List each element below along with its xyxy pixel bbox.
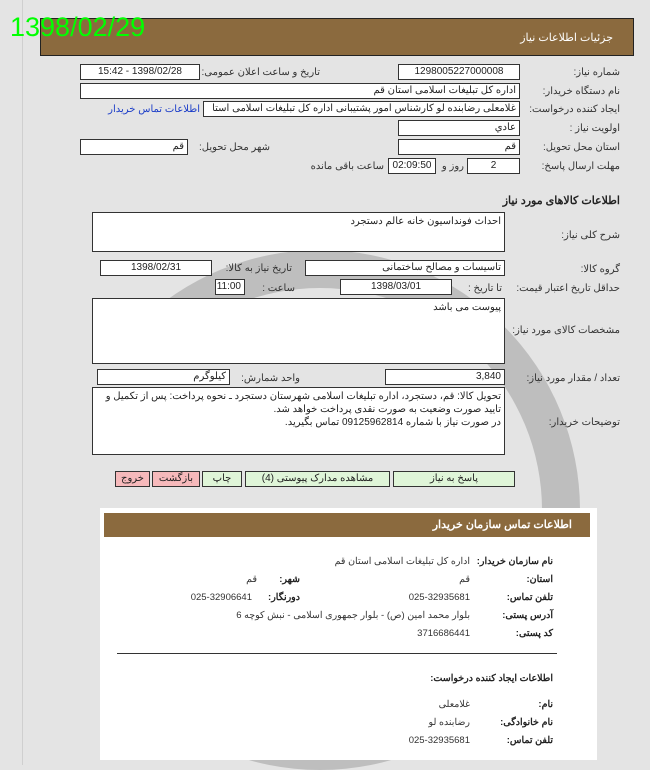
spec-label: مشخصات کالای مورد نیاز: [512,325,620,336]
summary-label: شرح کلی نیاز: [561,230,620,241]
phone-label: تلفن تماس: [506,592,553,603]
contact-city-label: شهر: [279,574,300,585]
page-border [22,0,23,765]
need-date-label: تاریخ نیاز به کالا: [225,263,292,274]
days-field[interactable]: 2 [467,158,520,174]
page-title: جزئیات اطلاعات نیاز [520,32,613,44]
qty-field[interactable]: 3,840 [385,369,505,385]
creator-label: ایجاد کننده درخواست: [529,104,620,115]
time-suffix: ساعت باقی مانده [310,161,384,172]
buyer-label: نام دستگاه خریدار: [542,86,620,97]
need-number-field[interactable]: 1298005227000008 [398,64,520,80]
print-button[interactable]: چاپ [202,471,242,487]
creator-section-title: اطلاعات ایجاد کننده درخواست: [430,673,553,684]
reply-button[interactable]: پاسخ به نیاز [393,471,515,487]
creator-field[interactable]: غلامعلی رضابنده لو کارشناس امور پشتیبانی اداره کل تبلیغات اسلامی استا [203,101,520,117]
family-value: رضابنده لو [428,717,470,728]
fax-value: 025-32906641 [190,592,252,603]
to-date-label: تا تاریخ : [467,283,502,294]
goods-section-title: اطلاعات کالاهای مورد نیاز [502,195,620,207]
stamp-date: 1398/02/29 [10,12,146,42]
province-label: استان محل تحویل: [542,142,620,153]
contact-province-label: استان: [526,574,553,585]
fax-label: دورنگار: [268,592,300,603]
announce-field[interactable]: 1398/02/28 - 15:42 [80,64,200,80]
city-label: شهر محل تحویل: [199,142,270,153]
summary-textarea[interactable]: احداث فونداسیون خانه عالم دستجرد [92,212,505,252]
spec-textarea[interactable]: پیوست می باشد [92,298,505,364]
address-label: آدرس پستی: [502,610,553,621]
contact-header [104,513,590,537]
creator-phone-label: تلفن تماس: [506,735,553,746]
back-button[interactable]: بازگشت [152,471,200,487]
province-field[interactable]: قم [398,139,520,155]
announce-label: تاریخ و ساعت اعلان عمومی: [201,67,320,78]
unit-field[interactable]: کیلوگرم [97,369,230,385]
priority-field[interactable]: عادي [398,120,520,136]
address-value: بلوار محمد امین (ص) - بلوار جمهوری اسلامی - نبش کوچه 6 [236,610,470,621]
org-value: اداره کل تبلیغات اسلامی استان قم [334,556,470,567]
creator-phone-value: 025-32935681 [408,735,470,746]
notes-textarea[interactable]: تحویل کالا: قم، دستجرد، اداره تبلیغات اسلامی شهرستان دستجرد ـ نحوه پرداخت: پس از تکمیل و تایید صورت وضعیت به صورت نقدی پرداخت خواهد شد. در صورت نیاز با شماره 09125962814 تماس بگیرید. [92,387,505,455]
contact-province-value: قم [459,574,470,585]
need-number-label: شماره نیاز: [573,67,620,78]
divider [117,653,557,654]
unit-label: واحد شمارش: [241,373,300,384]
postal-value: 3716686441 [417,628,470,639]
family-label: نام خانوادگی: [500,717,553,728]
name-value: غلامعلی [438,699,470,710]
priority-label: اولویت نیاز : [569,123,620,134]
days-suffix: روز و [441,161,464,172]
qty-label: تعداد / مقدار مورد نیاز: [526,373,620,384]
need-date-field[interactable]: 1398/02/31 [100,260,212,276]
buyer-contact-link[interactable]: اطلاعات تماس خریدار [108,104,200,115]
validity-label: حداقل تاریخ اعتبار قیمت: [516,283,620,294]
notes-label: توضیحات خریدار: [548,417,620,428]
contact-title: اطلاعات تماس سازمان خریدار [432,519,572,531]
buyer-field[interactable]: اداره کل تبلیغات اسلامی استان قم [80,83,520,99]
group-label: گروه کالا: [580,264,620,275]
org-label: نام سازمان خریدار: [476,556,553,567]
to-date-field[interactable]: 1398/03/01 [340,279,452,295]
time-left-field[interactable]: 02:09:50 [388,158,436,174]
group-field[interactable]: تاسیسات و مصالح ساختمانی [305,260,505,276]
deadline-label: مهلت ارسال پاسخ: [541,161,620,172]
exit-button[interactable]: خروج [115,471,150,487]
phone-value: 025-32935681 [408,592,470,603]
time-field[interactable]: 11:00 [215,279,245,295]
postal-label: کد پستی: [515,628,553,639]
time-label: ساعت : [262,283,295,294]
contact-city-value: قم [246,574,257,585]
name-label: نام: [538,699,553,710]
attachments-button[interactable]: مشاهده مدارک پیوستی (4) [245,471,390,487]
city-field[interactable]: قم [80,139,188,155]
